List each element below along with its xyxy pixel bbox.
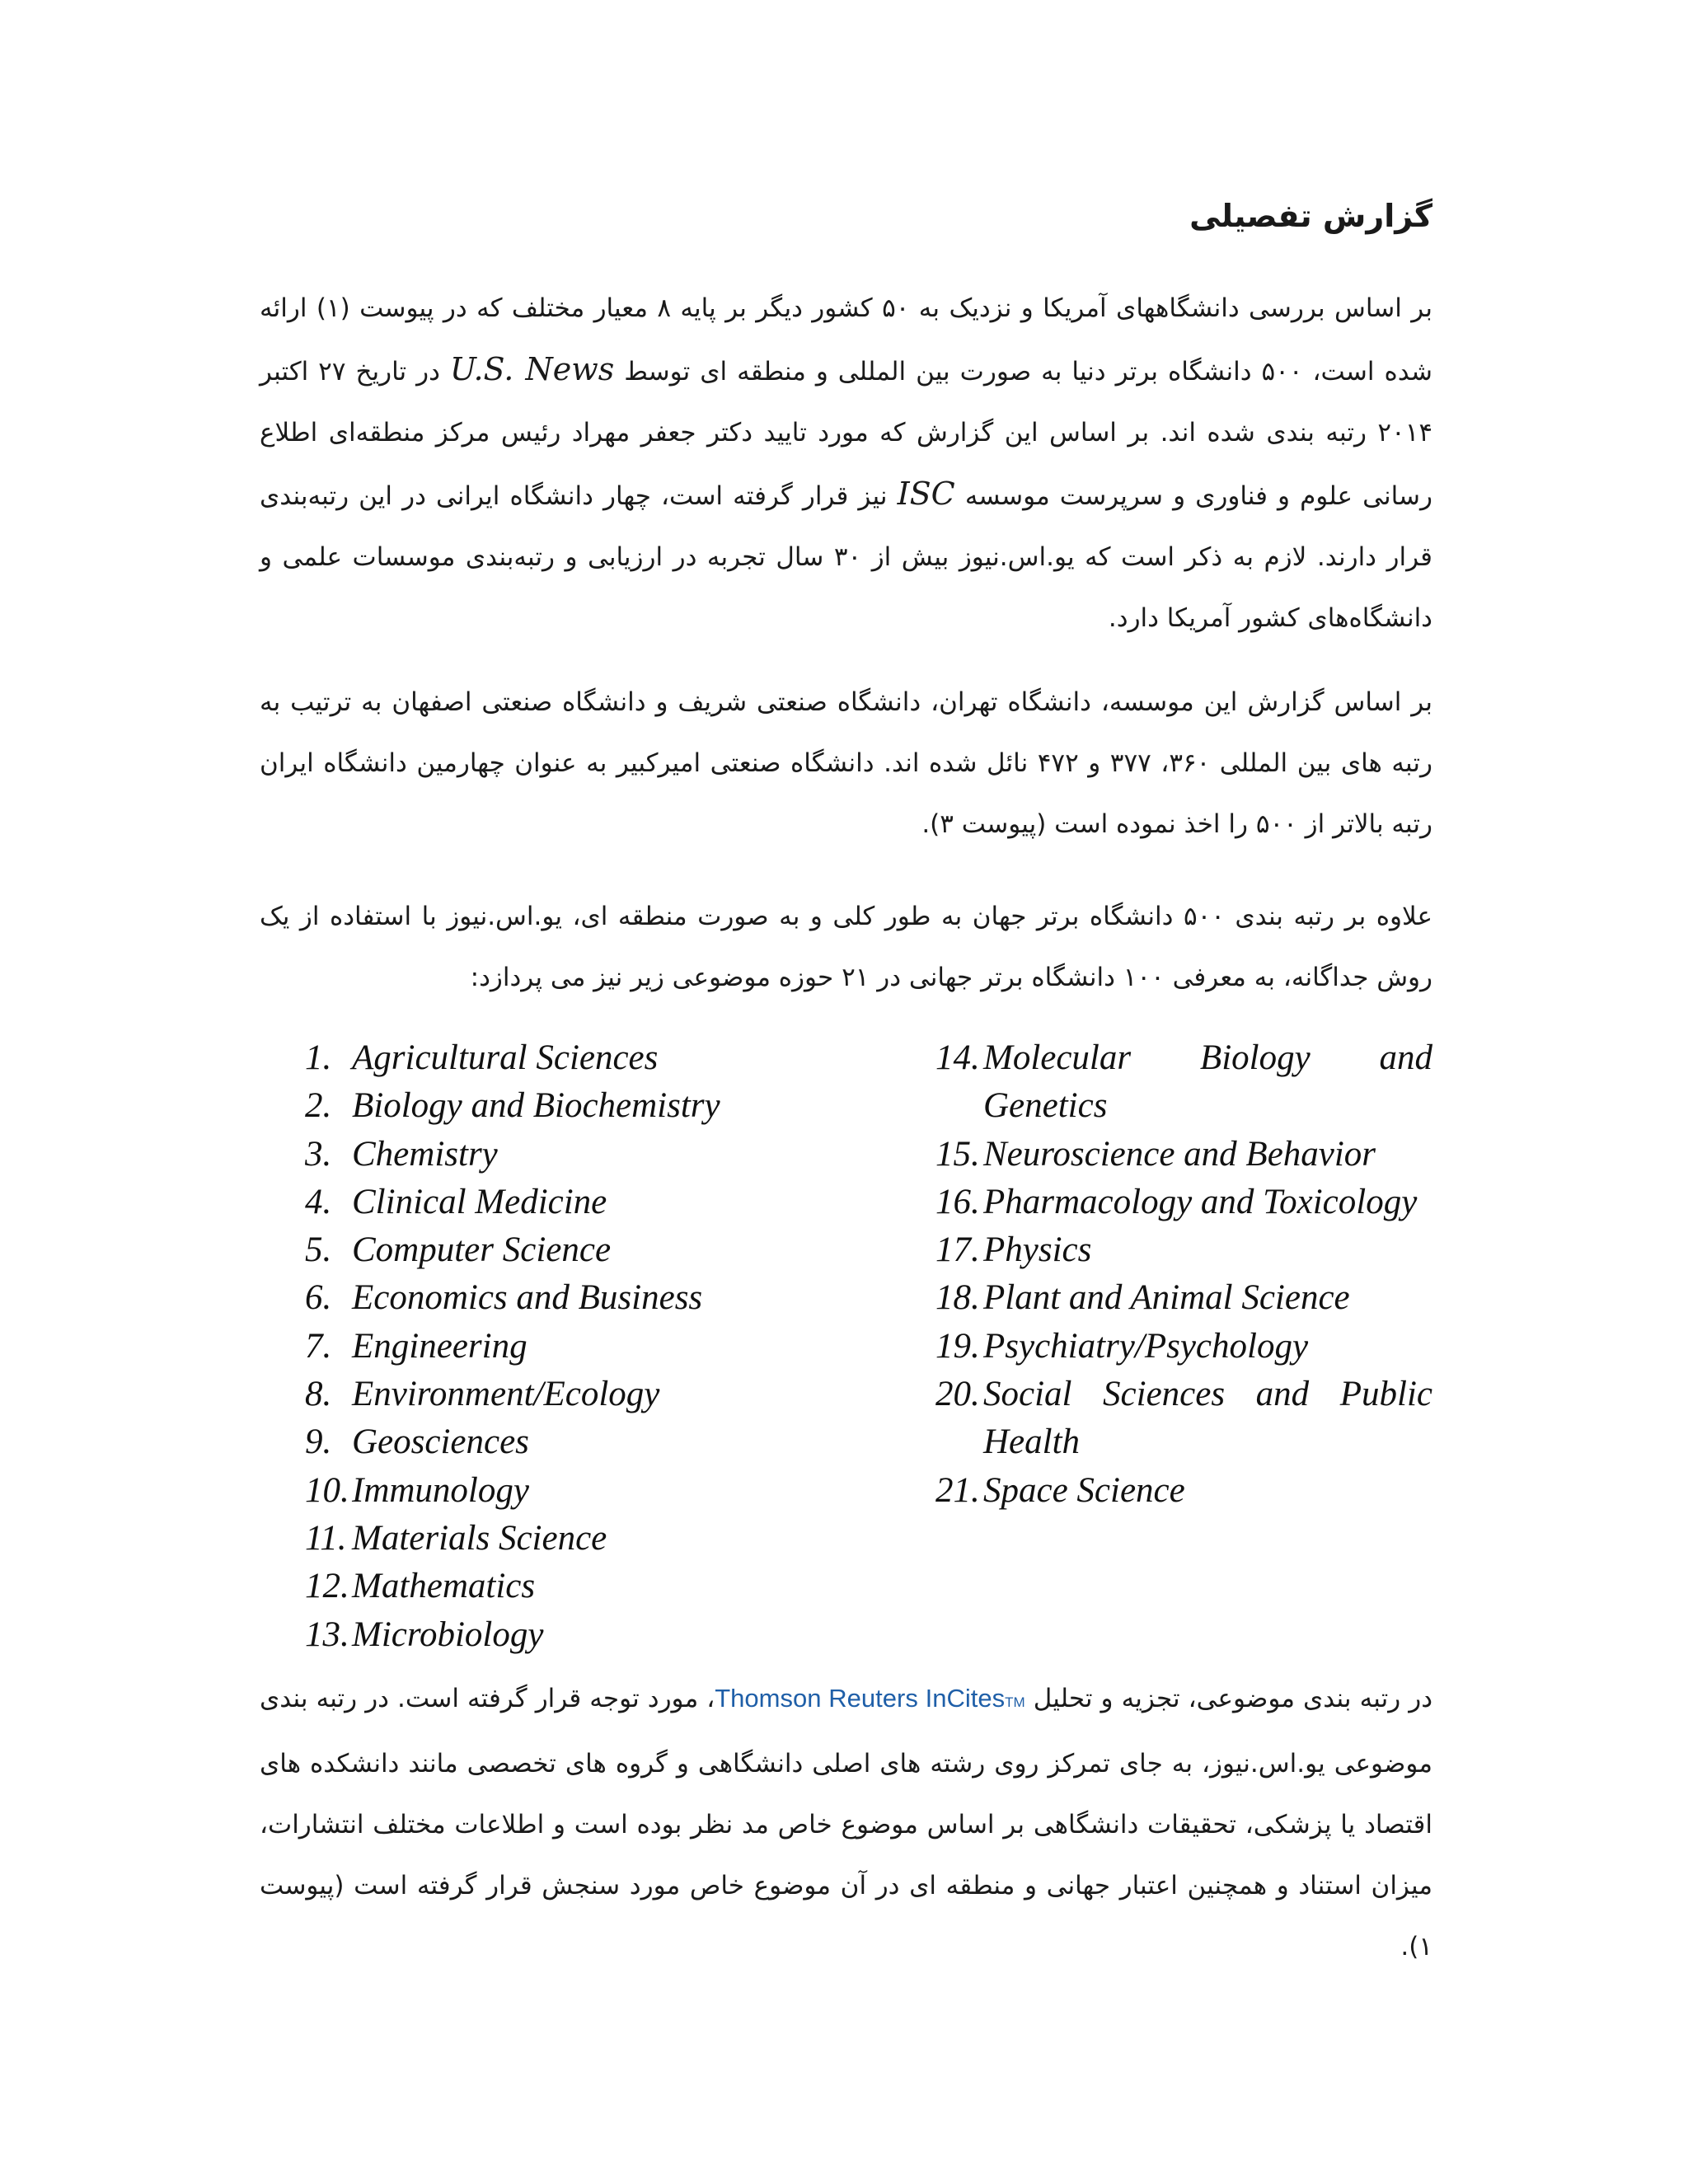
subject-label: Social Sciences and Public Health [983,1375,1432,1462]
methodology-paragraph [260,1668,1432,1977]
subject-list-item [305,1179,882,1226]
subject-label: Economics and Business [352,1278,703,1318]
subject-number: 21. [935,1470,980,1510]
intro-paragraph [260,278,1432,649]
subject-label: Agricultural Sciences [352,1038,659,1077]
subject-number: 9. [305,1422,332,1462]
subject-list-item [935,1226,1432,1274]
ranking-results-paragraph: بر اساس گزارش این موسسه، دانشگاه تهران، دانشگاه صنعتی شریف و دانشگاه صنعتی اصفهان به ترتیب به رتبه های بین المللی ۳۶۰، ۳۷۷ و ۴۷۲ نائل شده اند. دانشگاه صنعتی امیرکبیر به عنوان چهارمین دانشگاه ایران رتبه بالاتر از ۵۰۰ را اخذ نموده است (پیوست ۳). [260,687,1433,839]
subject-label: Space Science [983,1470,1185,1510]
subject-list-item [305,1563,882,1610]
subject-list-item [305,1034,882,1082]
subject-label: Materials Science [352,1518,607,1558]
isc-name: ISC [897,476,955,512]
subject-number: 11. [305,1518,347,1558]
subject-number: 8. [305,1375,332,1414]
subject-list-item [935,1323,1432,1371]
subject-label: Neuroscience and Behavior [983,1134,1376,1174]
subject-list-item [305,1371,882,1418]
subject-list-item [935,1371,1432,1467]
subject-label: Physics [983,1230,1092,1270]
intro-text-b: در تاریخ ۲۷ اکتبر ۲۰۱۴ رتبه بندی شده اند. بر اساس این گزارش که مورد تایید دکتر جعفر مهراد رئیس مرکز منطقه‌ای اطلاع رسانی علوم و فناوری و سرپرست موسسه [260,357,1432,511]
subject-label: Computer Science [352,1230,612,1270]
intro-text-c: نیز قرار گرفته است، چهار دانشگاه ایرانی در این رتبه‌بندی قرار دارند. لازم به ذکر است که یو.اس.نیوز بیش از ۳۰ سال تجربه در ارزیابی و رتبه‌بندی موسسات علمی و دانشگاه‌های کشور آمریکا دارد. [260,481,1433,633]
subject-list-item [305,1611,882,1659]
subject-label: Geosciences [352,1422,529,1462]
subject-label: Engineering [352,1326,528,1366]
subject-list-item [935,1179,1432,1226]
subject-ranking-intro-paragraph: علاوه بر رتبه بندی ۵۰۰ دانشگاه برتر جهان به طور کلی و به صورت منطقه ای، یو.اس.نیوز با استفاده از یک روش جداگانه، به معرفی ۱۰۰ دانشگاه برتر جهانی در ۲۱ حوزه موضوعی زیر نیز می پردازد: [260,902,1433,992]
subject-label: Microbiology [352,1615,544,1654]
subject-list-item [305,1131,882,1179]
methodology-text-a: در رتبه بندی موضوعی، تجزیه و تحلیل [1025,1684,1432,1713]
subject-list-item [305,1467,882,1515]
subject-label: Mathematics [352,1567,536,1606]
subject-list-item [305,1515,882,1563]
subject-label: Chemistry [352,1134,498,1174]
subject-number: 3. [305,1134,332,1174]
subject-label: Psychiatry/Psychology [983,1326,1309,1366]
subject-label: Plant and Animal Science [983,1278,1350,1318]
subject-number: 1. [305,1038,332,1077]
subject-number: 2. [305,1086,332,1126]
subject-list-right [935,1034,1432,1515]
subject-number: 13. [305,1615,349,1654]
subject-list-item [305,1323,882,1371]
subject-label: Biology and Biochemistry [352,1086,720,1126]
subject-number: 12. [305,1567,349,1606]
subject-number: 6. [305,1278,332,1318]
subject-list-item [935,1034,1432,1131]
subject-number: 10. [305,1470,349,1510]
us-news-name: U.S. News [449,351,615,387]
trademark-mark: TM [1005,1694,1025,1710]
subject-list-item [935,1274,1432,1322]
subject-list-item [305,1418,882,1466]
subject-number: 17. [935,1230,980,1270]
methodology-text-b: ، مورد توجه قرار گرفته است. در رتبه بندی موضوعی یو.اس.نیوز، به جای تمرکز روی رشته های اصلی دانشگاهی و گروه های تخصصی مانند دانشکده های اقتصاد یا پزشکی، تحقیقات دانشگاهی بر اساس موضوع خاص مد نظر بوده است و اطلاعات مختلف انتشارات، میزان استناد و همچنین اعتبار جهانی و منطقه ای در آن موضوع خاص مورد سنجش قرار گرفته است (پیوست ۱). [260,1684,1432,1961]
subject-number: 19. [935,1326,980,1366]
subject-number: 18. [935,1278,980,1318]
subject-list-item [935,1131,1432,1179]
subject-number: 5. [305,1230,332,1270]
subject-number: 20. [935,1375,980,1414]
subject-label: Molecular Biology and Genetics [983,1038,1432,1126]
subject-label: Environment/Ecology [352,1375,660,1414]
subject-number: 15. [935,1134,980,1174]
subject-number: 4. [305,1182,332,1221]
subject-list-item [305,1226,882,1274]
subject-label: Immunology [352,1470,529,1510]
subject-number: 14. [935,1038,980,1077]
subject-list-item [935,1467,1432,1515]
subject-list-left [305,1034,882,1659]
subject-number: 16. [935,1182,980,1221]
subject-number: 7. [305,1326,332,1366]
thomson-reuters-link[interactable] [715,1684,1025,1713]
subject-list-item [305,1082,882,1130]
thomson-reuters-link-text: Thomson Reuters InCites [715,1684,1006,1713]
subject-label: Pharmacology and Toxicology [983,1182,1418,1221]
subject-list-item [305,1274,882,1322]
subject-label: Clinical Medicine [352,1182,607,1221]
page-title: گزارش تفصیلی [1189,198,1432,234]
intro-text-a: بر اساس بررسی دانشگاههای آمریکا و نزدیک به ۵۰ کشور دیگر بر پایه ۸ معیار مختلف که در پیوست (۱) ارائه شده است، ۵۰۰ دانشگاه برتر دنیا به صورت بین المللی و منطقه ای توسط [260,293,1432,387]
